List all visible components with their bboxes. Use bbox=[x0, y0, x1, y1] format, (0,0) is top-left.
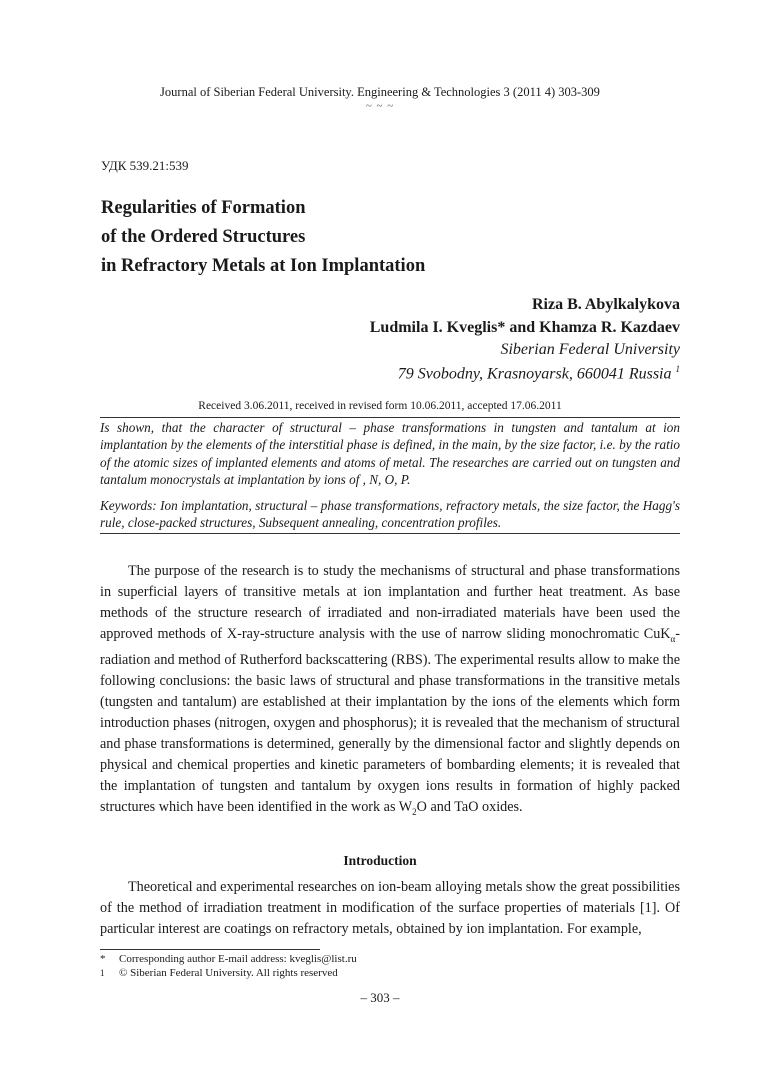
paragraph-1-part-1: The purpose of the research is to study the mechanisms of structural and phase transformations in superficial layers of transitive metals at ion implantation and further heat treatment. As base methods of the structure research of irradiated and non-irradiated materials have been used the approved methods of X-ray-structure analysis with the use of narrow sliding monochromatic CuK bbox=[100, 563, 680, 642]
body-paragraph-2: Theoretical and experimental researches on ion-beam alloying metals show the great possibilities of the method of irradiation treatment in modification of the surface properties of materials [1]. Of particular interest are coatings on refractory metals, obtained by ion implantation. For example, bbox=[100, 879, 680, 937]
abstract-top-rule bbox=[100, 417, 680, 418]
footnote-2 bbox=[100, 966, 338, 980]
paragraph-1-part-2: -radiation and method of Rutherford backscattering (RBS). The experimental results allow to make the following conclusions: the basic laws of structural and phase transformations in the transitive metals (tungsten and tantalum) are established at their implantation by the ions of the elements which form introduction phases (nitrogen, oxygen and phosphorus); it is revealed that the mechanism of structural and phase transformations is determined, generally by the dimensional factor and slightly depends on physical and chemical properties and kinetic parameters of bombarding elements; it is revealed that the implantation of tungsten and tantalum by oxygen ions results in formation of highly packed structures which have been identified in the work as W bbox=[100, 626, 680, 815]
affiliation-footnote-mark: 1 bbox=[675, 364, 680, 374]
journal-header: Journal of Siberian Federal University. Engineering & Technologies 3 (2011 4) 303-309 bbox=[160, 85, 600, 99]
two-subscript: 2 bbox=[412, 806, 417, 817]
footnote-1-mark: * bbox=[100, 953, 106, 965]
udk-code: УДК 539.21:539 bbox=[101, 158, 189, 173]
footnote-1 bbox=[100, 952, 357, 966]
footnote-2-mark: 1 bbox=[100, 968, 105, 978]
received-dates: Received 3.06.2011, received in revised form 10.06.2011, accepted 17.06.2011 bbox=[198, 400, 562, 412]
paragraph-1-part-3: O and TaO oxides. bbox=[416, 798, 523, 815]
footnote-2-text: © Siberian Federal University. All rights reserved bbox=[119, 967, 338, 979]
paper-title-line-3: in Refractory Metals at Ion Implantation bbox=[101, 256, 426, 276]
footnote-rule bbox=[100, 949, 320, 950]
affiliation-line-1: Siberian Federal University bbox=[500, 341, 680, 358]
author-line-1: Riza B. Abylkalykova bbox=[531, 296, 680, 313]
author-line-2: Ludmila I. Kveglis* and Khamza R. Kazdaev bbox=[369, 319, 680, 336]
affiliation-line-2 bbox=[398, 357, 680, 386]
footnote-1-text: Corresponding author E-mail address: kveglis@list.ru bbox=[119, 953, 357, 965]
abstract: Is shown, that the character of structural – phase transformations in tungsten and tantalum at ion implantation by the elements of the interstitial phase is defined, in the main, by the size factor, i.e. by the ratio of the atomic sizes of implanted elements and atoms of metal. The researches are carried out on tungsten and tantalum monocrystals at implantation by ions of , N, O, P. bbox=[100, 420, 680, 488]
body-paragraph-1 bbox=[100, 561, 680, 823]
paper-title-line-2: of the Ordered Structures bbox=[101, 227, 306, 247]
paper-title-line-1: Regularities of Formation bbox=[101, 198, 306, 218]
header-ornament: ~ ~ ~ bbox=[365, 100, 395, 112]
affiliation-address: 79 Svobodny, Krasnoyarsk, 660041 Russia bbox=[397, 365, 672, 383]
alpha-subscript: α bbox=[670, 633, 676, 644]
abstract-bottom-rule bbox=[100, 533, 680, 534]
page-number: – 303 – bbox=[360, 990, 400, 1005]
keywords: Keywords: Ion implantation, structural – phase transformations, refractory metals, the size factor, the Hagg's rule, close-packed structures, Subsequent annealing, concentration profiles. bbox=[100, 498, 680, 531]
section-heading-introduction: Introduction bbox=[343, 853, 417, 868]
